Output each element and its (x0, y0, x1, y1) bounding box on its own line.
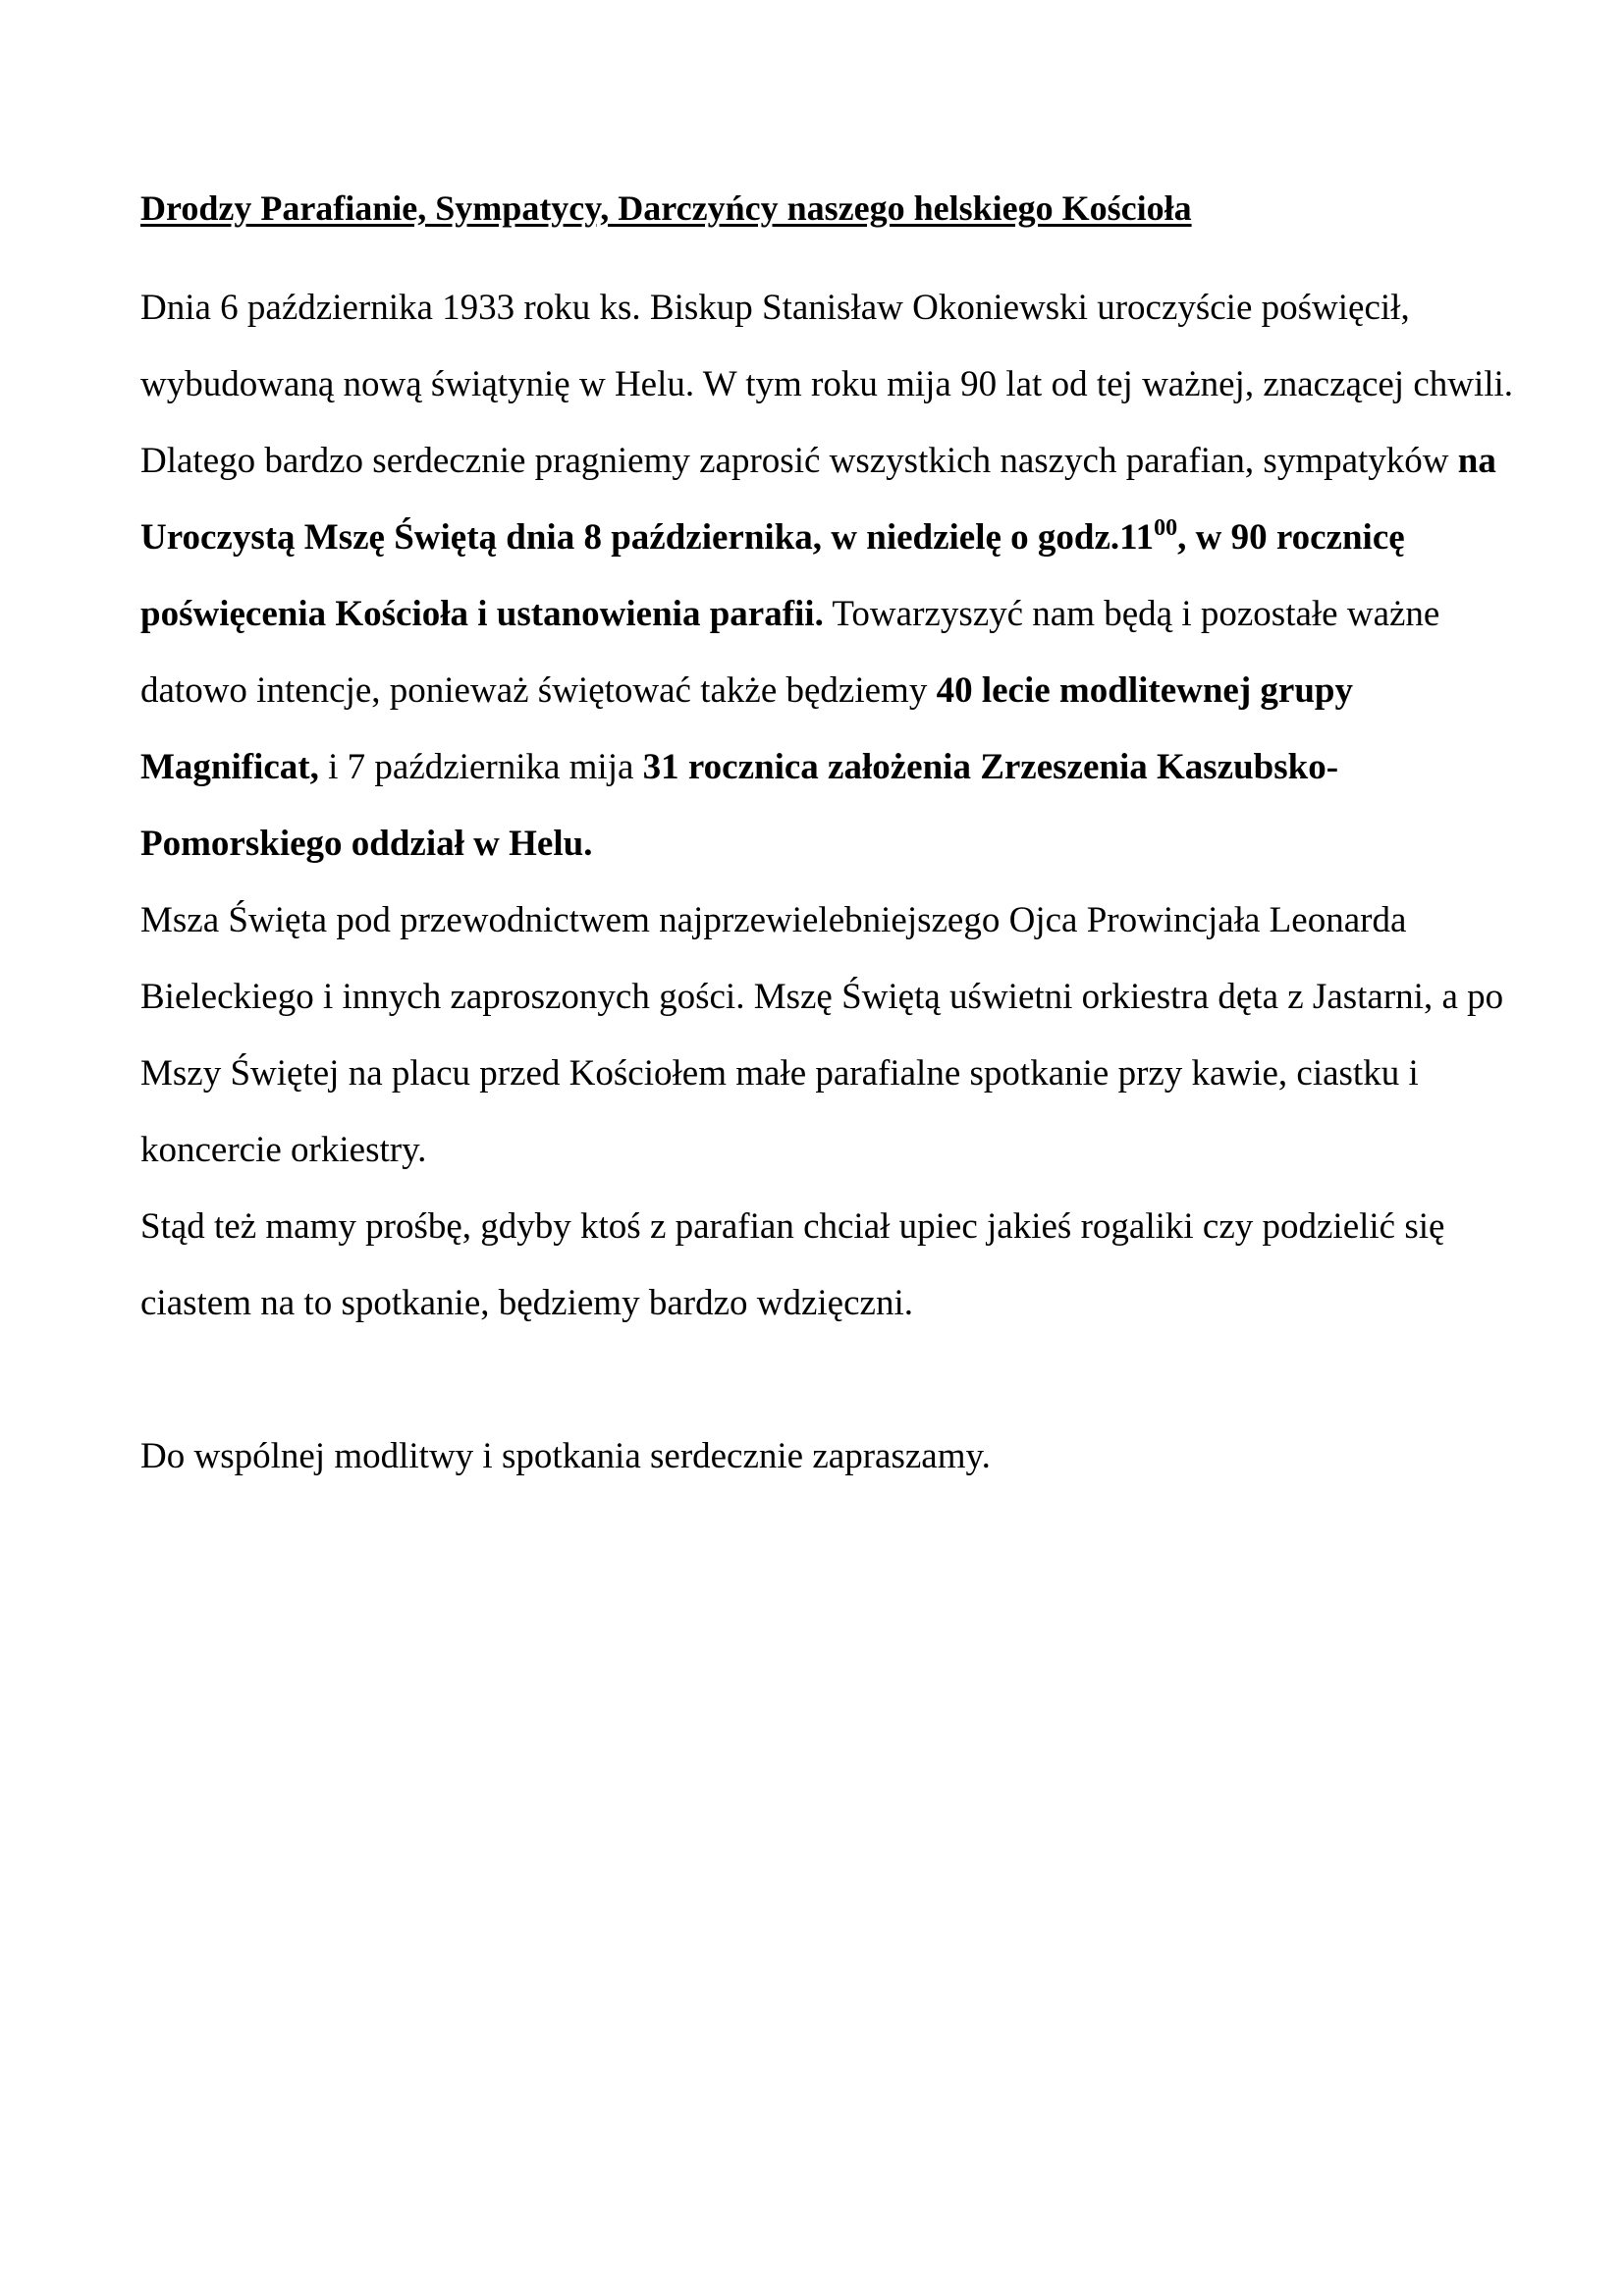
document-body (140, 270, 1515, 1495)
document-page (140, 179, 1515, 1495)
paragraph-invitation (140, 423, 1515, 882)
invitation-text-2: Towarzyszyć nam będą i pozostałe ważne datowo intencje, ponieważ świętować także będziemy (140, 594, 1440, 711)
invitation-kashubian-association: 31 rocznica założenia Zrzeszenia Kaszubsko-Pomorskiego oddział w Helu. (140, 747, 1339, 864)
paragraph-gap (140, 1342, 1515, 1418)
paragraph-closing: Do wspólnej modlitwy i spotkania serdecznie zapraszamy. (140, 1436, 991, 1476)
invitation-text-1: Dlatego bardzo serdecznie pragniemy zaprosić wszystkich naszych parafian, sympatyków (140, 441, 1458, 481)
invitation-text-3: i 7 października mija (318, 747, 643, 787)
paragraph-consecration: Dnia 6 października 1933 roku ks. Biskup Stanisław Okoniewski uroczyście poświęcił, wybudowaną nową świątynię w Helu. W tym roku mija 90 lat od tej ważnej, znaczącej chwili. (140, 288, 1514, 404)
invitation-mass-date: na Uroczystą Mszę Świętą dnia 8 października, w niedzielę o godz.11 (140, 441, 1496, 558)
invitation-anniversary: , w 90 rocznicę poświęcenia Kościoła i ustanowienia parafii. (140, 517, 1405, 634)
paragraph-mass-details: Msza Święta pod przewodnictwem najprzewielebniejszego Ojca Prowincjała Leonarda Bieleckiego i innych zaproszonych gości. Mszę Świętą uświetni orkiestra dęta z Jastarni, a po Mszy Świętej na placu przed Kościołem małe parafialne spotkanie przy kawie, ciastku i koncercie orkiestry. (140, 900, 1504, 1170)
paragraph-request: Stąd też mamy prośbę, gdyby ktoś z parafian chciał upiec jakieś rogaliki czy podzielić się ciastem na to spotkanie, będziemy bardzo wdzięczni. (140, 1206, 1445, 1323)
invitation-time-superscript: 00 (1154, 515, 1178, 541)
invitation-magnificat: 40 lecie modlitewnej grupy Magnificat, (140, 670, 1353, 787)
document-title: Drodzy Parafianie, Sympatycy, Darczyńcy naszego helskiego Kościoła (140, 188, 1192, 228)
